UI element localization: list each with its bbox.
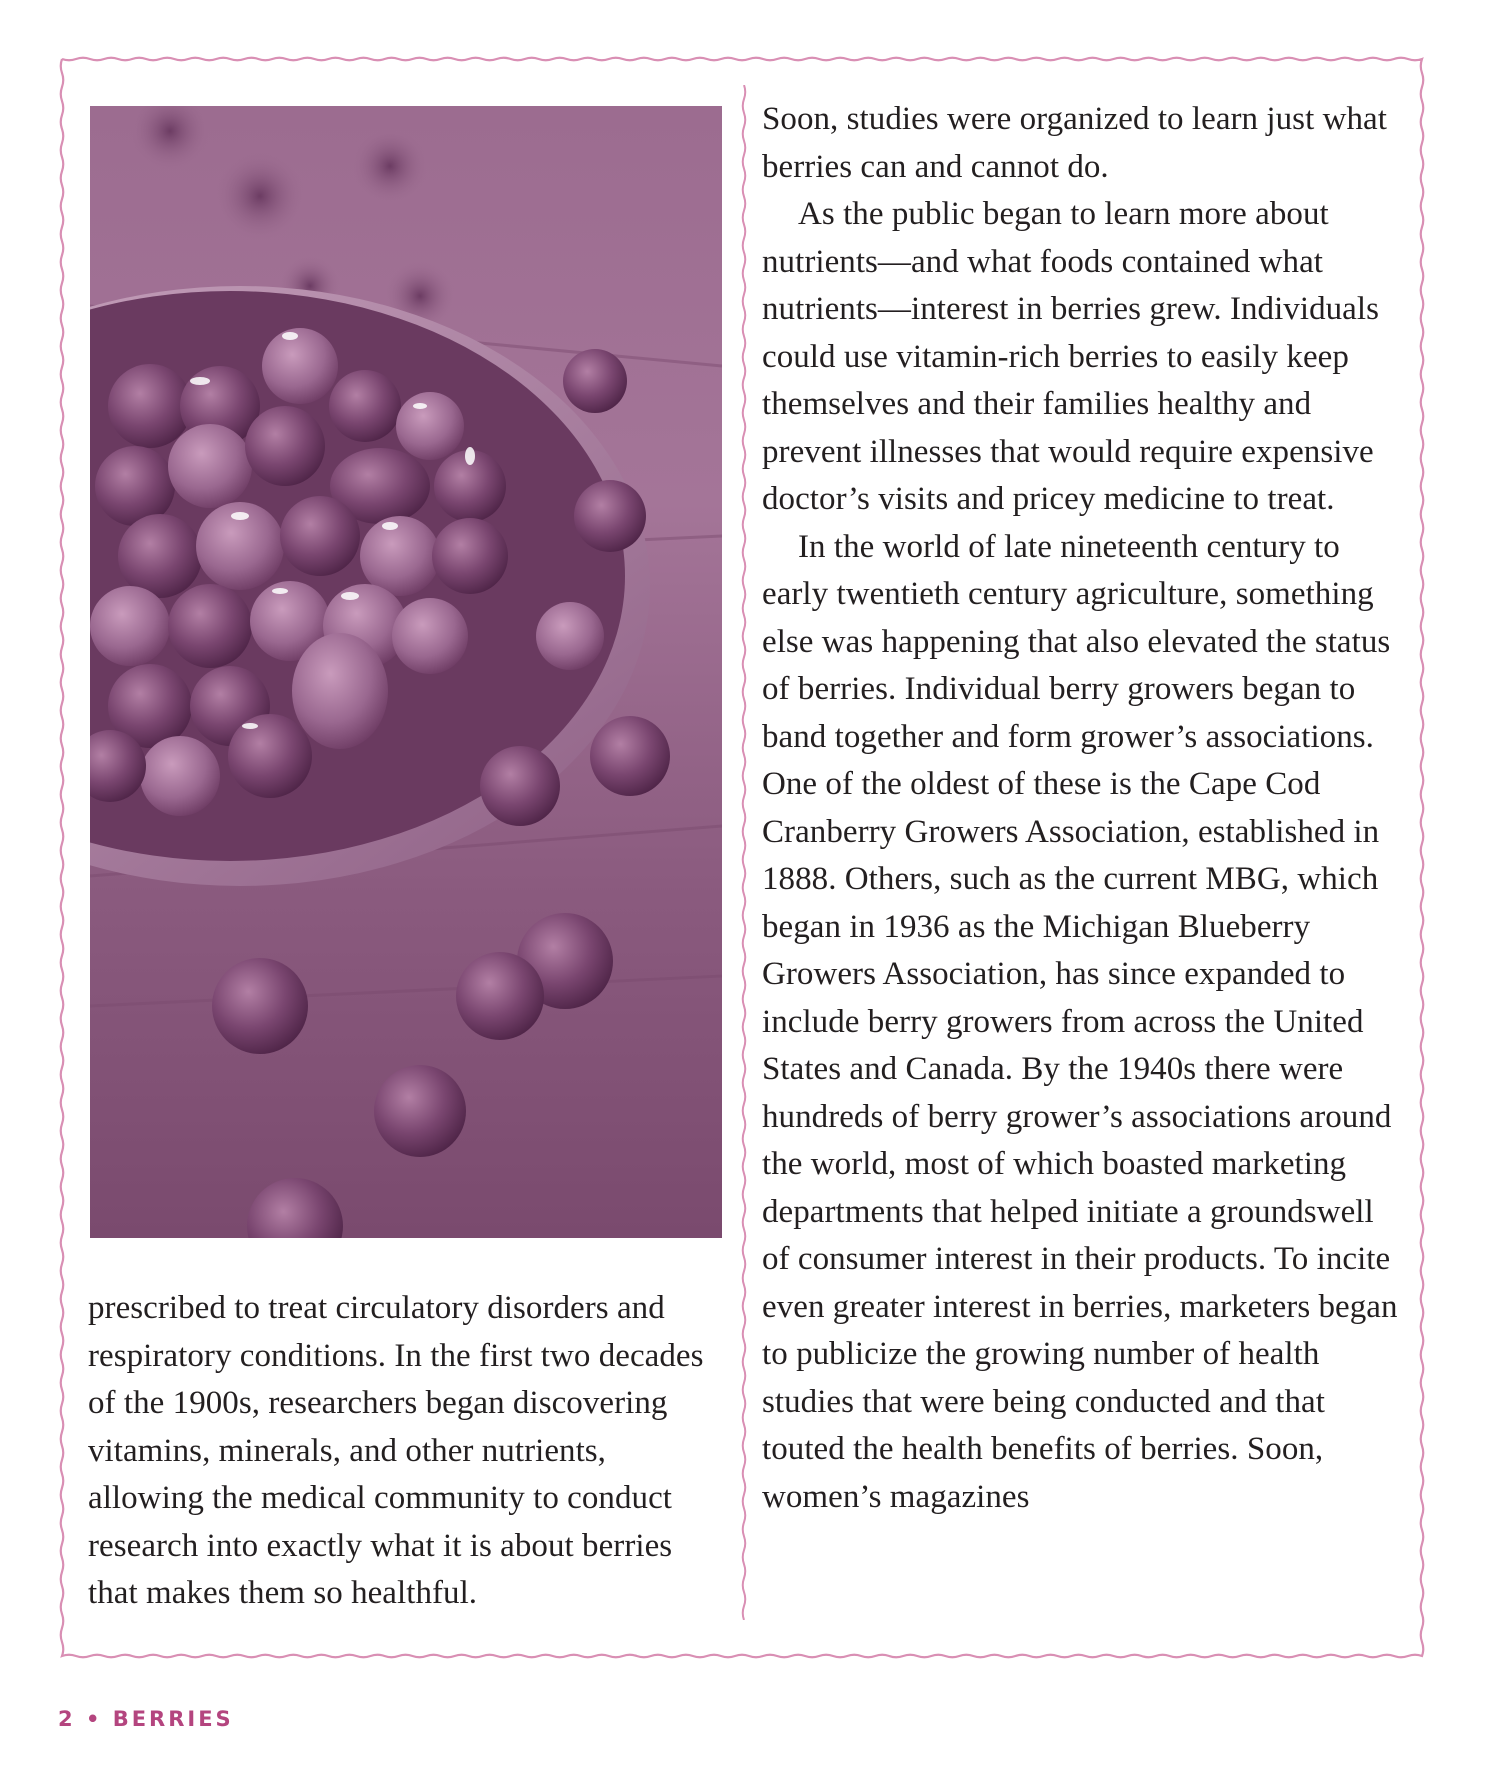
section-title: BERRIES [112, 1707, 234, 1731]
right-column-text [762, 96, 1402, 1521]
left-column-text [88, 1285, 728, 1618]
right-paragraph-1: Soon, studies were organized to learn just what berries can and cannot do. [762, 101, 1387, 185]
column-divider [737, 85, 751, 1620]
footer-separator: • [85, 1707, 103, 1731]
cranberry-bowl-photo [90, 106, 722, 1238]
right-paragraph-2: As the public began to learn more about nutrients—and what foods contained what nutrients—interest in berries grew. Individuals could use vitamin-rich berries to easily keep themselves and their families healthy and prevent illnesses that would require expensive doctor’s visits and pricey medicine to treat. [762, 196, 1379, 517]
left-paragraph: prescribed to treat circulatory disorders and respiratory conditions. In the first two decades of the 1900s, researchers began discovering vitamins, minerals, and other nutrients, allowing the medical community to conduct research into exactly what it is about berries that makes them so healthful. [88, 1290, 704, 1611]
right-paragraph-3: In the world of late nineteenth century to early twentieth century agriculture, something else was happening that also elevated the status of berries. Individual berry growers began to band together and form grower’s associations. One of the oldest of these is the Cape Cod Cranberry Growers Association, established in 1888. Others, such as the current MBG, which began in 1936 as the Michigan Blueberry Growers Association, has since expanded to include berry growers from across the United States and Canada. By the 1940s there were hundreds of berry grower’s associations around the world, most of which boasted marketing departments that helped initiate a groundswell of consumer interest in their products. To incite even greater interest in berries, marketers began to publicize the growing number of health studies that were being conducted and that touted the health benefits of berries. Soon, women’s magazines [762, 528, 1398, 1515]
page-number: 2 [58, 1707, 76, 1731]
page-footer [58, 1707, 234, 1731]
